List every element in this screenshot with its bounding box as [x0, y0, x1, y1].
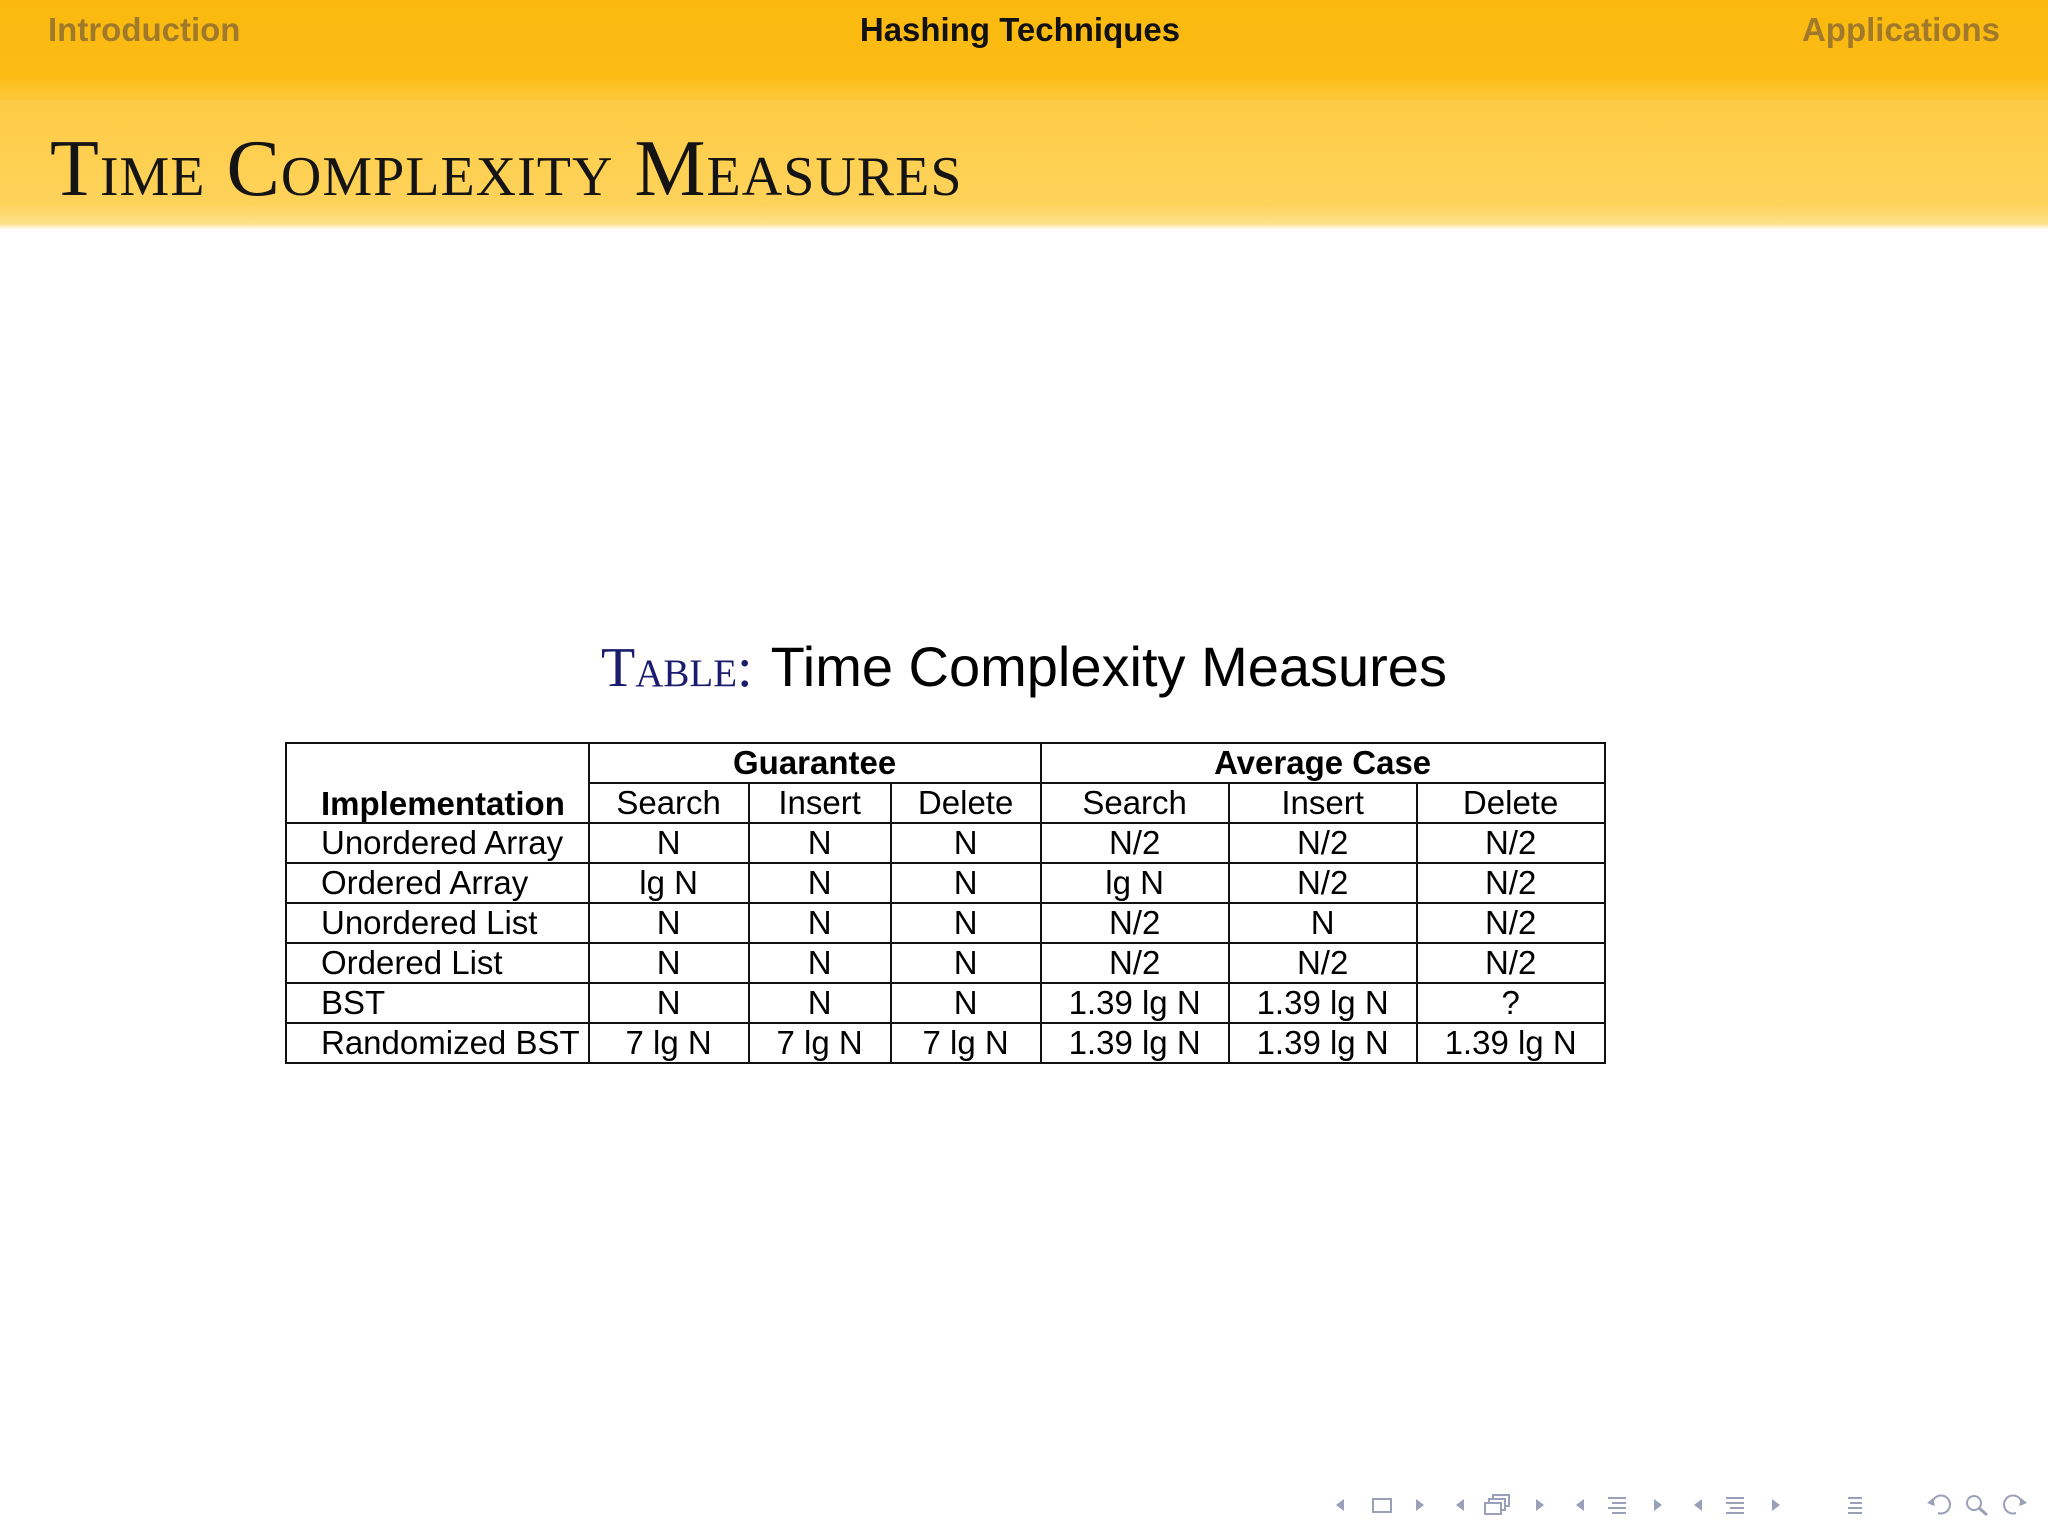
table-cell: 7 lg N — [589, 1023, 749, 1063]
row-label: Ordered List — [286, 943, 589, 983]
table-caption-text: Time Complexity Measures — [770, 635, 1447, 698]
table-cell: N — [589, 983, 749, 1023]
table-cell: N/2 — [1041, 903, 1229, 943]
table-cell: N — [589, 903, 749, 943]
table-cell: N/2 — [1229, 943, 1417, 983]
table-cell: N/2 — [1041, 823, 1229, 863]
table-row — [286, 983, 1605, 1023]
section-prev-icon[interactable] — [1692, 1490, 1704, 1520]
row-label: Unordered List — [286, 903, 589, 943]
table-row — [286, 903, 1605, 943]
table-cell: lg N — [589, 863, 749, 903]
complexity-table — [285, 742, 1606, 1064]
column-header: Delete — [891, 783, 1041, 823]
table-cell: N — [589, 823, 749, 863]
table-cell: 1.39 lg N — [1229, 1023, 1417, 1063]
guarantee-header: Guarantee — [589, 743, 1041, 783]
slide-icon[interactable] — [1370, 1490, 1394, 1520]
forward-icon[interactable] — [1998, 1490, 2030, 1520]
slide-prev-icon[interactable] — [1334, 1490, 1346, 1520]
column-header: Search — [1041, 783, 1229, 823]
table-cell: 7 lg N — [891, 1023, 1041, 1063]
table-cell: N — [749, 943, 891, 983]
nav-section-applications[interactable]: Applications — [1801, 11, 2000, 48]
table-cell: N — [891, 983, 1041, 1023]
frame-title-bar — [0, 100, 2048, 230]
column-header: Insert — [1229, 783, 1417, 823]
table-cell: 1.39 lg N — [1041, 1023, 1229, 1063]
table-cell: N/2 — [1417, 903, 1605, 943]
frame-prev-icon[interactable] — [1454, 1490, 1466, 1520]
table-cell: N — [589, 943, 749, 983]
table-row — [286, 863, 1605, 903]
table-cell: N — [749, 903, 891, 943]
section-icon[interactable] — [1722, 1490, 1748, 1520]
table-row — [286, 943, 1605, 983]
table-cell: N — [1229, 903, 1417, 943]
document-icon[interactable] — [1842, 1490, 1868, 1520]
table-cell: N/2 — [1417, 863, 1605, 903]
row-label: Ordered Array — [286, 863, 589, 903]
table-cell: N — [749, 863, 891, 903]
table-row — [286, 1023, 1605, 1063]
table-cell: N — [891, 823, 1041, 863]
table-cell: ? — [1417, 983, 1605, 1023]
table-cell: N/2 — [1041, 943, 1229, 983]
table-row — [286, 823, 1605, 863]
table-cell: N — [891, 863, 1041, 903]
slide-next-icon[interactable] — [1414, 1490, 1426, 1520]
column-header: Delete — [1417, 783, 1605, 823]
table-cell: N — [891, 903, 1041, 943]
table-cell: N/2 — [1417, 943, 1605, 983]
nav-section-introduction[interactable]: Introduction — [48, 11, 241, 48]
table-cell: 1.39 lg N — [1417, 1023, 1605, 1063]
table-cell: N/2 — [1417, 823, 1605, 863]
nav-section-hashing-techniques[interactable]: Hashing Techniques — [859, 11, 1181, 48]
table-caption-label: Table: — [601, 637, 753, 699]
subsection-icon[interactable] — [1604, 1490, 1630, 1520]
subsection-next-icon[interactable] — [1652, 1490, 1664, 1520]
table-cell: N/2 — [1229, 823, 1417, 863]
row-label: Randomized BST — [286, 1023, 589, 1063]
table-caption — [0, 632, 2048, 703]
table-group-header-row — [286, 743, 1605, 783]
section-navigation-bar — [0, 0, 2048, 100]
table-cell: N/2 — [1229, 863, 1417, 903]
table-cell: 1.39 lg N — [1229, 983, 1417, 1023]
column-header: Search — [589, 783, 749, 823]
row-label: Unordered Array — [286, 823, 589, 863]
frame-title: Time Complexity Measures — [50, 125, 963, 213]
implementation-header: Implementation — [286, 743, 589, 823]
table-cell: 7 lg N — [749, 1023, 891, 1063]
frame-icon[interactable] — [1482, 1490, 1514, 1520]
table-cell: 1.39 lg N — [1041, 983, 1229, 1023]
average-case-header: Average Case — [1041, 743, 1605, 783]
row-label: BST — [286, 983, 589, 1023]
column-header: Insert — [749, 783, 891, 823]
subsection-prev-icon[interactable] — [1574, 1490, 1586, 1520]
frame-next-icon[interactable] — [1534, 1490, 1546, 1520]
search-icon[interactable] — [1962, 1490, 1992, 1520]
section-next-icon[interactable] — [1770, 1490, 1782, 1520]
table-cell: lg N — [1041, 863, 1229, 903]
table-cell: N — [749, 823, 891, 863]
table-cell: N — [749, 983, 891, 1023]
back-icon[interactable] — [1924, 1490, 1956, 1520]
table-cell: N — [891, 943, 1041, 983]
